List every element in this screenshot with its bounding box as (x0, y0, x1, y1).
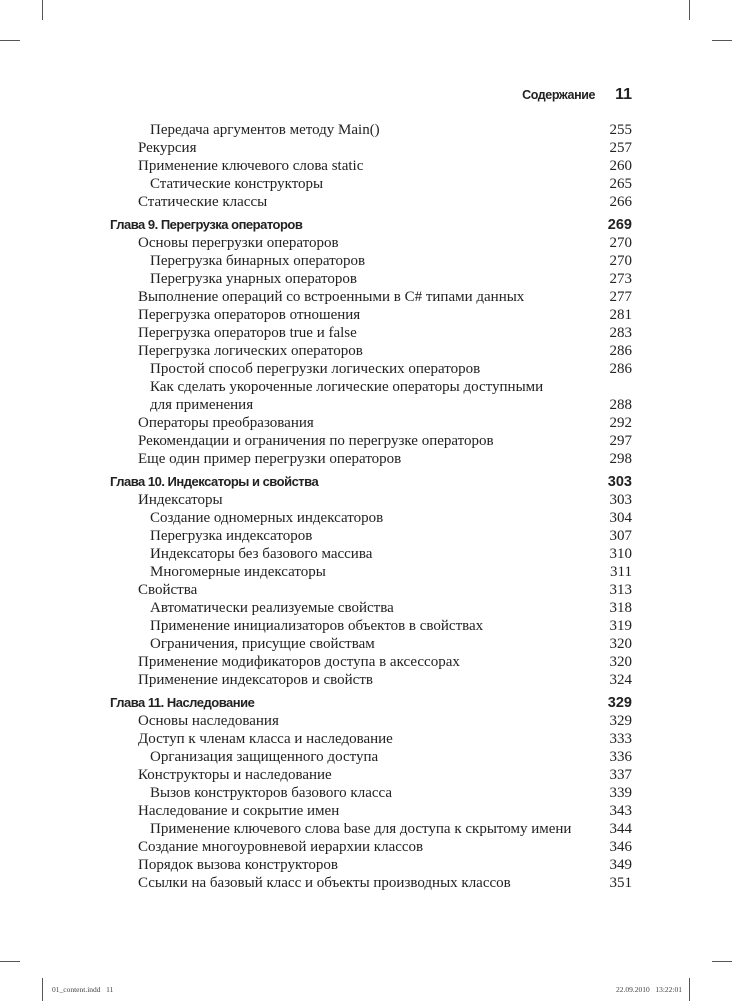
entry-page: 307 (609, 528, 632, 544)
entry-title: Глава 10. Индексаторы и свойства (110, 474, 319, 489)
toc-entry (110, 712, 632, 730)
entry-page: 303 (607, 474, 632, 490)
entry-page: 339 (609, 785, 632, 801)
entry-page: 346 (609, 839, 632, 855)
entry-title: Перегрузка индексаторов (150, 528, 313, 544)
entry-page: 343 (609, 803, 632, 819)
toc-entry (110, 599, 632, 617)
entry-title: Операторы преобразования (138, 415, 314, 431)
slug-timestamp: 22.09.2010 13:22:01 (615, 985, 682, 994)
toc-entry (110, 545, 632, 563)
entry-title: Многомерные индексаторы (150, 564, 326, 580)
crop-mark (42, 0, 43, 20)
entry-title: Автоматически реализуемые свойства (150, 600, 394, 616)
entry-page: 270 (609, 253, 632, 269)
toc-entry (110, 193, 632, 211)
entry-title: Создание одномерных индексаторов (150, 510, 384, 526)
entry-page: 297 (609, 433, 632, 449)
entry-title: Основы наследования (138, 713, 279, 729)
entry-title: Перегрузка бинарных операторов (150, 253, 366, 269)
entry-title: Рекомендации и ограничения по перегрузке операторов (138, 433, 494, 449)
entry-page: 333 (609, 731, 632, 747)
entry-page: 318 (609, 600, 632, 616)
toc-entry (110, 581, 632, 599)
entry-page: 286 (609, 361, 632, 377)
toc-entry (110, 653, 632, 671)
toc-chapter (110, 694, 632, 712)
entry-page: 283 (609, 325, 632, 341)
entry-page: 255 (609, 122, 632, 138)
entry-title: Вызов конструкторов базового класса (150, 785, 393, 801)
entry-title: Доступ к членам класса и наследование (138, 731, 393, 747)
crop-mark (689, 0, 690, 20)
entry-page: 336 (609, 749, 632, 765)
toc-entry (110, 856, 632, 874)
entry-title: Как сделать укороченные логические операторы доступными для применения (150, 379, 544, 413)
entry-title: Применение инициализаторов объектов в свойствах (150, 618, 484, 634)
entry-title: Глава 11. Наследование (110, 695, 255, 710)
section-title: Содержание (522, 88, 596, 102)
running-header (0, 86, 632, 104)
crop-mark (689, 978, 690, 1001)
entry-page: 270 (609, 235, 632, 251)
toc-entry (110, 527, 632, 545)
toc-entry (110, 802, 632, 820)
entry-page: 349 (609, 857, 632, 873)
entry-page: 266 (609, 194, 632, 210)
entry-title: Свойства (138, 582, 198, 598)
entry-title: Передача аргументов методу Main() (150, 122, 380, 138)
toc-entry (110, 766, 632, 784)
toc-entry (110, 563, 632, 581)
toc-entry (110, 306, 632, 324)
entry-page: 320 (609, 654, 632, 670)
toc-entry (110, 378, 632, 414)
toc-entry (110, 820, 632, 838)
entry-page: 324 (609, 672, 632, 688)
entry-title: Еще один пример перегрузки операторов (138, 451, 402, 467)
entry-title: Перегрузка операторов отношения (138, 307, 361, 323)
entry-title: Рекурсия (138, 140, 197, 156)
toc-entry (110, 234, 632, 252)
entry-page: 320 (609, 636, 632, 652)
entry-page: 303 (609, 492, 632, 508)
toc-entry (110, 874, 632, 892)
entry-title: Создание многоуровневой иерархии классов (138, 839, 424, 855)
entry-page: 311 (610, 564, 632, 580)
entry-page: 269 (607, 217, 632, 233)
entry-page: 304 (609, 510, 632, 526)
entry-page: 281 (609, 307, 632, 323)
entry-title: Наследование и сокрытие имен (138, 803, 340, 819)
entry-title: Выполнение операций со встроенными в C# типами данных (138, 289, 525, 305)
entry-title: Применение ключевого слова base для доступа к скрытому имени (150, 821, 572, 837)
toc-entry (110, 342, 632, 360)
toc-entry (110, 748, 632, 766)
entry-page: 310 (609, 546, 632, 562)
entry-title: Перегрузка логических операторов (138, 343, 363, 359)
crop-mark (712, 961, 732, 962)
entry-title: Основы перегрузки операторов (138, 235, 339, 251)
entry-title: Применение ключевого слова static (138, 158, 364, 174)
entry-title: Статические классы (138, 194, 268, 210)
toc-entry (110, 509, 632, 527)
entry-title: Ограничения, присущие свойствам (150, 636, 375, 652)
toc-entry (110, 450, 632, 468)
toc-entry (110, 139, 632, 157)
crop-mark (42, 978, 43, 1001)
entry-page: 273 (609, 271, 632, 287)
entry-page: 351 (609, 875, 632, 891)
toc-entry (110, 838, 632, 856)
entry-page: 288 (609, 397, 632, 413)
entry-title: Индексаторы без базового массива (150, 546, 373, 562)
entry-title: Перегрузка унарных операторов (150, 271, 357, 287)
entry-title: Индексаторы (138, 492, 223, 508)
toc-entry (110, 157, 632, 175)
entry-title: Простой способ перегрузки логических операторов (150, 361, 481, 377)
toc-entry (110, 414, 632, 432)
toc-entry (110, 784, 632, 802)
page-number: 11 (615, 86, 632, 103)
entry-title: Применение модификаторов доступа в аксессорах (138, 654, 460, 670)
toc-entry (110, 730, 632, 748)
toc-entry (110, 671, 632, 689)
toc-entry (110, 491, 632, 509)
entry-title: Перегрузка операторов true и false (138, 325, 357, 341)
table-of-contents (110, 121, 632, 892)
toc-entry (110, 432, 632, 450)
toc-chapter (110, 216, 632, 234)
toc-entry (110, 175, 632, 193)
toc-entry (110, 635, 632, 653)
toc-entry (110, 324, 632, 342)
entry-page: 329 (609, 713, 632, 729)
toc-chapter (110, 473, 632, 491)
crop-mark (0, 961, 20, 962)
toc-entry (110, 288, 632, 306)
entry-page: 292 (609, 415, 632, 431)
entry-page: 298 (609, 451, 632, 467)
print-slug (52, 985, 682, 994)
entry-title: Ссылки на базовый класс и объекты производных классов (138, 875, 511, 891)
entry-page: 329 (607, 695, 632, 711)
toc-entry (110, 121, 632, 139)
toc-entry (110, 252, 632, 270)
toc-entry (110, 617, 632, 635)
entry-title: Порядок вызова конструкторов (138, 857, 338, 873)
crop-mark (712, 40, 732, 41)
entry-title: Организация защищенного доступа (150, 749, 379, 765)
entry-page: 265 (609, 176, 632, 192)
entry-page: 344 (609, 821, 632, 837)
entry-title: Статические конструкторы (150, 176, 324, 192)
entry-page: 257 (609, 140, 632, 156)
entry-page: 313 (609, 582, 632, 598)
entry-page: 286 (609, 343, 632, 359)
entry-page: 260 (609, 158, 632, 174)
entry-title: Конструкторы и наследование (138, 767, 332, 783)
entry-page: 337 (609, 767, 632, 783)
entry-page: 319 (609, 618, 632, 634)
toc-entry (110, 270, 632, 288)
entry-page: 277 (609, 289, 632, 305)
toc-entry (110, 360, 632, 378)
crop-mark (0, 40, 20, 41)
entry-title: Глава 9. Перегрузка операторов (110, 217, 303, 232)
entry-title: Применение индексаторов и свойств (138, 672, 373, 688)
slug-file: 01_content.indd 11 (52, 985, 114, 994)
